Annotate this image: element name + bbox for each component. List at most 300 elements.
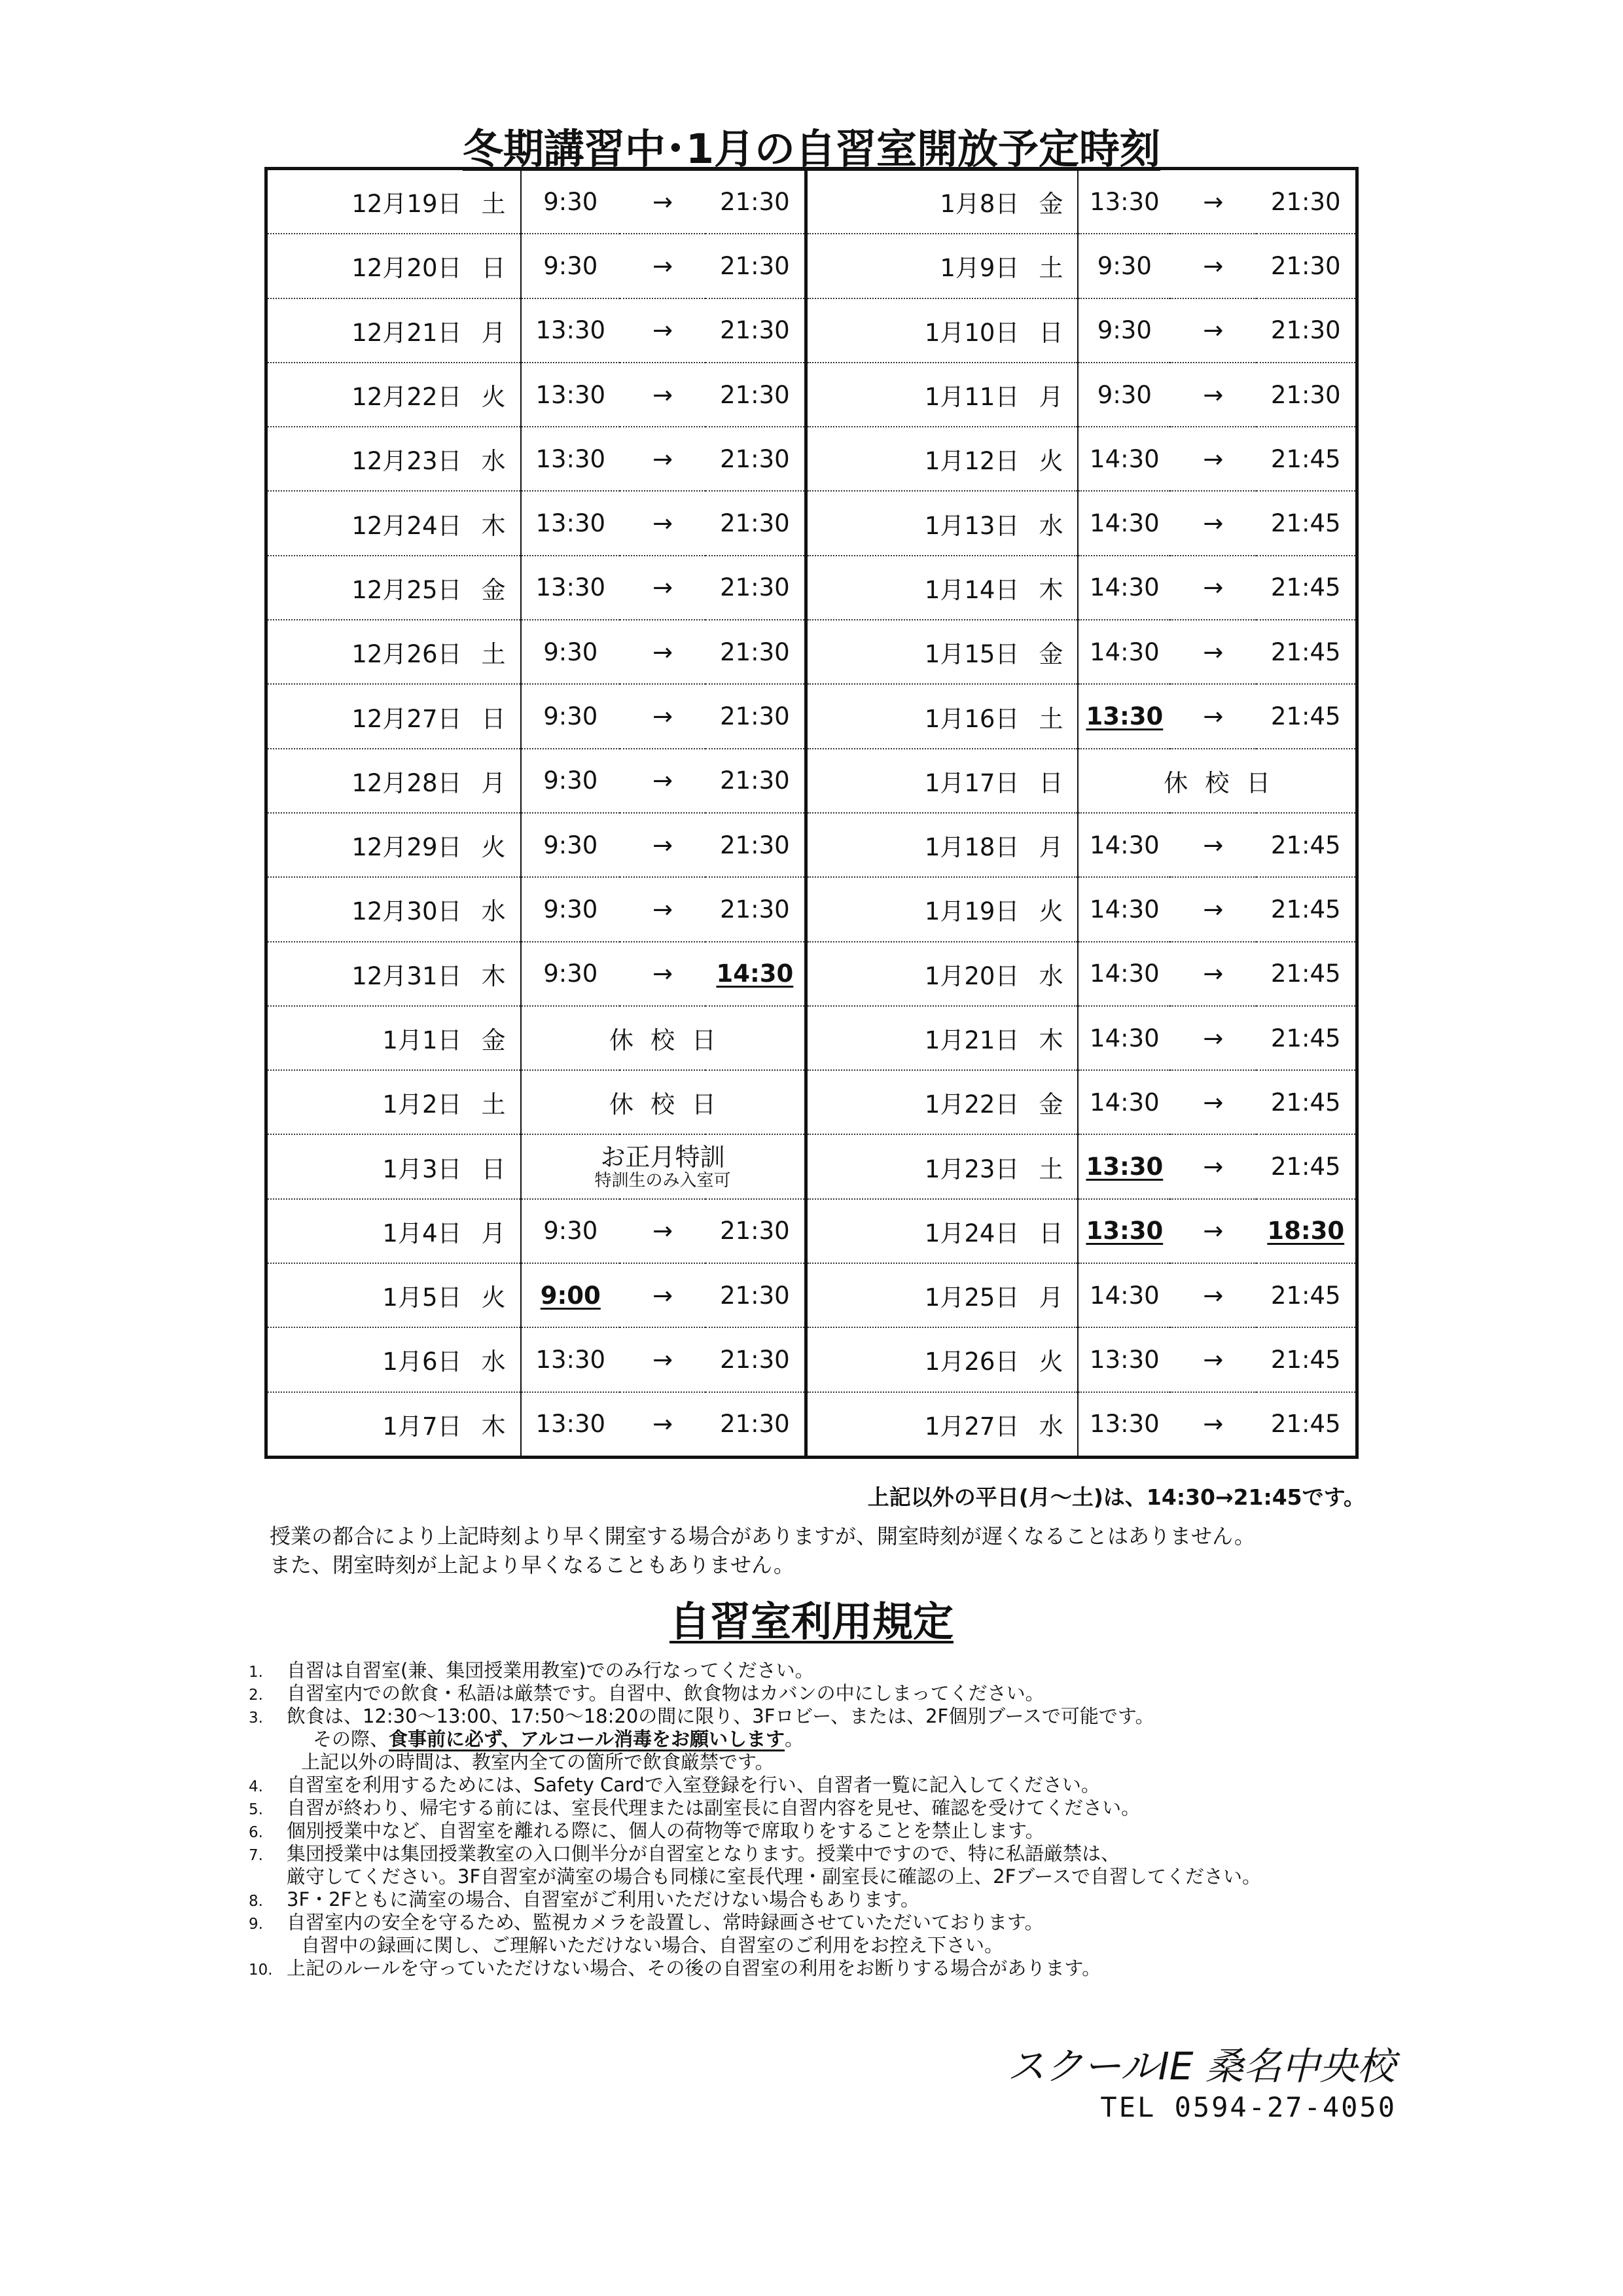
close-time: 21:45 xyxy=(1270,1281,1341,1310)
open-time: 14:30 xyxy=(1090,573,1160,602)
date-label: 12月19日 xyxy=(351,190,462,219)
open-time: 14:30 xyxy=(1090,637,1160,666)
date-label: 1月13日 xyxy=(924,511,1020,540)
arrow-icon: → xyxy=(652,444,673,473)
open-time-cell xyxy=(521,1327,620,1391)
rule-text: 飲食は、12:30～13:00、17:50～18:20の間に限り、3Fロビー、または、2F個別ブースで可能です。 xyxy=(287,1705,1154,1727)
date-label: 1月9日 xyxy=(940,254,1020,283)
rule-text: 自習室を利用するためには、Safety Cardで入室登録を行い、自習者一覧に記入してください。 xyxy=(287,1774,1100,1796)
close-time-cell xyxy=(1257,1006,1357,1070)
open-time-cell xyxy=(521,298,620,363)
open-time: 13:30 xyxy=(535,509,606,538)
close-time: 21:30 xyxy=(720,444,790,473)
rule-item xyxy=(249,1774,1427,1797)
weekday-label: 月 xyxy=(481,768,506,797)
open-time-cell xyxy=(1078,620,1170,684)
close-time-cell xyxy=(1257,169,1357,234)
arrow-cell xyxy=(1170,1006,1256,1070)
close-time-cell xyxy=(1257,491,1357,555)
arrow-icon: → xyxy=(652,1345,673,1374)
arrow-icon: → xyxy=(1203,702,1224,731)
arrow-cell xyxy=(1170,363,1256,427)
close-time-cell xyxy=(1257,427,1357,491)
date-cell xyxy=(266,749,521,813)
rule-text: 上記のルールを守っていただけない場合、その後の自習室の利用をお断りする場合があります。 xyxy=(287,1957,1101,1979)
date-label: 12月25日 xyxy=(351,575,462,604)
schedule-row xyxy=(266,556,1357,620)
weekday-label: 木 xyxy=(481,511,506,540)
date-label: 1月23日 xyxy=(924,1155,1020,1183)
arrow-cell xyxy=(620,427,705,491)
weekday-label: 金 xyxy=(481,1026,506,1054)
open-time-cell xyxy=(1078,169,1170,234)
arrow-cell xyxy=(620,813,705,877)
date-cell xyxy=(266,942,521,1006)
weekday-label: 土 xyxy=(1039,254,1063,283)
close-time: 21:30 xyxy=(1270,316,1341,345)
disinfect-warning: 食事前に必ず、アルコール消毒をお願いします xyxy=(389,1728,785,1750)
date-label: 1月2日 xyxy=(382,1090,462,1119)
closed-day-label: 休校日 xyxy=(609,1090,733,1119)
date-label: 1月12日 xyxy=(924,447,1020,476)
arrow-icon: → xyxy=(1203,1088,1224,1117)
date-cell xyxy=(806,1134,1078,1198)
open-time: 13:30 xyxy=(1090,187,1160,216)
arrow-cell xyxy=(620,620,705,684)
page-title: 冬期講習中･1月の自習室開放予定時刻 xyxy=(462,125,1161,173)
open-time: 9:30 xyxy=(543,251,598,280)
date-cell xyxy=(806,298,1078,363)
weekday-label: 日 xyxy=(1039,318,1063,347)
close-time-cell xyxy=(705,1263,806,1327)
open-time: 9:30 xyxy=(543,637,598,666)
date-cell xyxy=(266,1263,521,1327)
weekday-label: 木 xyxy=(1039,575,1063,604)
date-cell xyxy=(266,491,521,555)
arrow-icon: → xyxy=(1203,1345,1224,1374)
arrow-icon: → xyxy=(652,766,673,795)
close-time: 21:30 xyxy=(1270,251,1341,280)
close-time: 21:45 xyxy=(1270,1024,1341,1052)
open-time-cell xyxy=(1078,1199,1170,1263)
rule-number: 7. xyxy=(249,1847,263,1864)
rule-subline: 厳守してください。3F自習室が満室の場合も同様に室長代理・副室長に確認の上、2Fブースで自習してください。 xyxy=(287,1865,1261,1888)
weekday-label: 月 xyxy=(1039,833,1063,862)
open-time-cell xyxy=(1078,1392,1170,1458)
schedule-row xyxy=(266,1070,1357,1134)
arrow-icon: → xyxy=(1203,1410,1224,1439)
open-time: 13:30 xyxy=(535,573,606,602)
arrow-icon: → xyxy=(1203,1217,1224,1246)
date-label: 12月28日 xyxy=(351,768,462,797)
arrow-icon: → xyxy=(1203,895,1224,924)
date-label: 12月26日 xyxy=(351,640,462,669)
schedule-row xyxy=(266,684,1357,748)
arrow-icon: → xyxy=(652,316,673,345)
schedule-table xyxy=(264,167,1359,1459)
rule-subline: 自習中の録画に関し、ご理解いただけない場合、自習室のご利用をお控え下さい。 xyxy=(301,1934,1004,1956)
rule-item xyxy=(249,1797,1427,1820)
rule-text: その際、 xyxy=(313,1728,389,1750)
date-label: 1月8日 xyxy=(940,190,1020,219)
date-label: 1月22日 xyxy=(924,1090,1020,1119)
date-cell xyxy=(266,813,521,877)
close-time: 21:30 xyxy=(720,573,790,602)
arrow-icon: → xyxy=(652,509,673,538)
close-time: 21:30 xyxy=(720,509,790,538)
close-time-cell xyxy=(1257,556,1357,620)
open-time: 9:30 xyxy=(543,895,598,924)
rule-text: 。 xyxy=(784,1728,804,1750)
open-time-cell xyxy=(1078,684,1170,748)
open-time: 13:30 xyxy=(535,1410,606,1439)
close-time: 21:45 xyxy=(1270,702,1341,731)
weekday-label: 日 xyxy=(481,1155,506,1183)
date-label: 12月20日 xyxy=(351,254,462,283)
arrow-cell xyxy=(620,942,705,1006)
early-open-note: 授業の都合により上記時刻より早く開室する場合がありますが、開室時刻が遅くなることはありません。 xyxy=(270,1524,1255,1549)
open-time-cell xyxy=(521,620,620,684)
weekday-label: 火 xyxy=(481,833,506,862)
arrow-icon: → xyxy=(652,573,673,602)
rule-item xyxy=(249,1911,1427,1957)
arrow-cell xyxy=(1170,491,1256,555)
date-label: 1月17日 xyxy=(924,768,1020,797)
date-cell xyxy=(806,684,1078,748)
rule-item xyxy=(249,1888,1427,1911)
arrow-icon: → xyxy=(652,1281,673,1310)
rule-item xyxy=(249,1682,1427,1705)
close-time-cell xyxy=(1257,620,1357,684)
open-time: 9:30 xyxy=(1097,380,1152,409)
arrow-cell xyxy=(620,363,705,427)
open-time: 14:30 xyxy=(1090,1088,1160,1117)
arrow-cell xyxy=(1170,1199,1256,1263)
date-cell xyxy=(266,556,521,620)
arrow-icon: → xyxy=(1203,380,1224,409)
rule-item xyxy=(249,1842,1427,1888)
rule-item xyxy=(249,1705,1427,1774)
date-label: 1月5日 xyxy=(382,1283,462,1312)
arrow-cell xyxy=(1170,169,1256,234)
date-label: 1月1日 xyxy=(382,1026,462,1054)
schedule-row xyxy=(266,169,1357,234)
open-time: 14:30 xyxy=(1090,509,1160,538)
closed-day-label: 休校日 xyxy=(609,1026,733,1054)
arrow-cell xyxy=(620,491,705,555)
open-time: 14:30 xyxy=(1090,960,1160,988)
open-time: 13:30 xyxy=(535,444,606,473)
close-time-cell xyxy=(705,169,806,234)
schedule-row xyxy=(266,942,1357,1006)
close-time: 21:30 xyxy=(720,251,790,280)
date-cell xyxy=(266,877,521,941)
schedule-row xyxy=(266,1199,1357,1263)
open-time-cell xyxy=(521,942,620,1006)
schedule-row xyxy=(266,1006,1357,1070)
open-time-cell xyxy=(1078,427,1170,491)
arrow-icon: → xyxy=(1203,1153,1224,1181)
arrow-cell xyxy=(620,684,705,748)
date-cell xyxy=(266,684,521,748)
rule-number: 10. xyxy=(249,1962,273,1979)
open-time-cell xyxy=(521,1199,620,1263)
date-label: 1月10日 xyxy=(924,318,1020,347)
arrow-icon: → xyxy=(1203,316,1224,345)
close-time: 21:30 xyxy=(1270,380,1341,409)
open-time-cell xyxy=(521,749,620,813)
schedule-row xyxy=(266,749,1357,813)
date-cell xyxy=(266,234,521,298)
close-time-cell xyxy=(1257,1134,1357,1198)
arrow-cell xyxy=(620,1199,705,1263)
close-time: 21:30 xyxy=(720,702,790,731)
date-cell xyxy=(266,427,521,491)
open-time: 14:30 xyxy=(1090,1281,1160,1310)
close-time-cell xyxy=(1257,684,1357,748)
close-time-cell xyxy=(705,877,806,941)
date-label: 1月11日 xyxy=(924,383,1020,412)
special-event-title: お正月特訓 xyxy=(600,1142,725,1172)
weekday-label: 火 xyxy=(481,1283,506,1312)
close-time: 21:30 xyxy=(720,766,790,795)
open-time-cell xyxy=(1078,1263,1170,1327)
close-time-cell xyxy=(705,491,806,555)
close-time-cell xyxy=(1257,298,1357,363)
open-time-cell xyxy=(1078,298,1170,363)
date-label: 1月21日 xyxy=(924,1026,1020,1054)
arrow-icon: → xyxy=(1203,1024,1224,1052)
weekday-label: 土 xyxy=(1039,1155,1063,1183)
rule-item xyxy=(249,1820,1427,1842)
close-time: 21:30 xyxy=(720,380,790,409)
weekday-label: 月 xyxy=(1039,383,1063,412)
close-time: 21:30 xyxy=(720,1410,790,1439)
weekday-label: 水 xyxy=(1039,961,1063,990)
open-time-cell xyxy=(1078,1327,1170,1391)
arrow-icon: → xyxy=(652,895,673,924)
close-time: 21:45 xyxy=(1270,895,1341,924)
close-time-cell xyxy=(1257,1263,1357,1327)
schedule-row xyxy=(266,1134,1357,1198)
close-time-cell xyxy=(705,556,806,620)
open-time-cell xyxy=(1078,363,1170,427)
date-cell xyxy=(266,1070,521,1134)
rule-number: 2. xyxy=(249,1687,263,1704)
date-cell xyxy=(806,1263,1078,1327)
schedule-row xyxy=(266,813,1357,877)
date-label: 12月21日 xyxy=(351,318,462,347)
arrow-icon: → xyxy=(652,831,673,859)
weekday-label: 土 xyxy=(481,190,506,219)
weekday-label: 金 xyxy=(1039,1090,1063,1119)
close-time: 21:45 xyxy=(1270,637,1341,666)
close-time: 14:30 xyxy=(716,960,794,988)
close-time-cell xyxy=(705,1392,806,1458)
date-label: 1月16日 xyxy=(924,704,1020,733)
close-time: 21:30 xyxy=(1270,187,1341,216)
arrow-icon: → xyxy=(1203,187,1224,216)
close-time: 21:45 xyxy=(1270,831,1341,859)
weekday-label: 木 xyxy=(481,1412,506,1441)
date-label: 12月27日 xyxy=(351,704,462,733)
arrow-cell xyxy=(620,234,705,298)
schedule-row xyxy=(266,427,1357,491)
weekday-label: 水 xyxy=(1039,1412,1063,1441)
close-time: 21:45 xyxy=(1270,1345,1341,1374)
date-label: 12月24日 xyxy=(351,511,462,540)
open-time: 9:30 xyxy=(1097,251,1152,280)
close-time-cell xyxy=(1257,942,1357,1006)
close-time-cell xyxy=(705,1199,806,1263)
arrow-cell xyxy=(620,1327,705,1391)
arrow-icon: → xyxy=(1203,444,1224,473)
arrow-cell xyxy=(620,556,705,620)
date-cell xyxy=(806,813,1078,877)
close-time-cell xyxy=(1257,1392,1357,1458)
open-time: 9:30 xyxy=(543,960,598,988)
close-time-cell xyxy=(705,942,806,1006)
rule-text: 自習が終わり、帰宅する前には、室長代理または副室長に自習内容を見せ、確認を受けてください。 xyxy=(287,1797,1141,1819)
date-cell xyxy=(806,1392,1078,1458)
date-label: 1月20日 xyxy=(924,961,1020,990)
close-time-cell xyxy=(1257,877,1357,941)
open-time: 13:30 xyxy=(1086,1217,1164,1246)
arrow-icon: → xyxy=(652,960,673,988)
open-time-cell xyxy=(521,556,620,620)
rule-subline: 上記以外の時間は、教室内全ての箇所で飲食厳禁です。 xyxy=(301,1751,774,1773)
close-time-cell xyxy=(705,363,806,427)
open-time: 9:30 xyxy=(543,187,598,216)
arrow-cell xyxy=(620,749,705,813)
date-label: 12月22日 xyxy=(351,383,462,412)
open-time: 9:00 xyxy=(540,1281,601,1310)
weekday-label: 日 xyxy=(481,254,506,283)
close-time: 21:30 xyxy=(720,187,790,216)
arrow-icon: → xyxy=(1203,831,1224,859)
arrow-cell xyxy=(1170,1392,1256,1458)
weekday-label: 土 xyxy=(481,1090,506,1119)
arrow-cell xyxy=(1170,427,1256,491)
arrow-cell xyxy=(620,298,705,363)
rule-number: 8. xyxy=(249,1893,263,1910)
open-time-cell xyxy=(521,813,620,877)
close-time-cell xyxy=(1257,813,1357,877)
open-time: 9:30 xyxy=(543,766,598,795)
close-time-cell xyxy=(1257,234,1357,298)
date-label: 1月14日 xyxy=(924,575,1020,604)
early-close-note: また、閉室時刻が上記より早くなることもありません。 xyxy=(270,1552,794,1577)
weekday-label: 水 xyxy=(1039,511,1063,540)
rule-text: 個別授業中など、自習室を離れる際に、個人の荷物等で席取りをすることを禁止します。 xyxy=(287,1820,1044,1842)
school-name: スクールIE 桑名中央校 xyxy=(1007,2044,1395,2089)
open-time-cell xyxy=(521,169,620,234)
rules-title: 自習室利用規定 xyxy=(669,1598,954,1645)
open-time: 13:30 xyxy=(1086,1153,1164,1181)
date-cell xyxy=(806,1199,1078,1263)
weekday-label: 金 xyxy=(1039,640,1063,669)
date-cell xyxy=(266,1006,521,1070)
weekday-label: 水 xyxy=(481,1348,506,1376)
arrow-cell xyxy=(1170,298,1256,363)
close-time-cell xyxy=(1257,1327,1357,1391)
close-time: 18:30 xyxy=(1267,1217,1345,1246)
open-time: 9:30 xyxy=(543,831,598,859)
date-cell xyxy=(266,620,521,684)
open-time: 13:30 xyxy=(535,380,606,409)
arrow-cell xyxy=(1170,942,1256,1006)
rule-subline xyxy=(287,1728,1427,1751)
close-time: 21:30 xyxy=(720,1217,790,1246)
weekday-label: 金 xyxy=(1039,190,1063,219)
close-time-cell xyxy=(705,813,806,877)
date-cell xyxy=(806,1006,1078,1070)
weekday-label: 月 xyxy=(481,1219,506,1247)
open-time: 14:30 xyxy=(1090,895,1160,924)
open-time-cell xyxy=(1078,1006,1170,1070)
arrow-icon: → xyxy=(1203,1281,1224,1310)
date-label: 1月3日 xyxy=(382,1155,462,1183)
arrow-cell xyxy=(620,1392,705,1458)
date-cell xyxy=(266,363,521,427)
schedule-row xyxy=(266,363,1357,427)
open-time: 13:30 xyxy=(1090,1345,1160,1374)
arrow-icon: → xyxy=(1203,509,1224,538)
special-event-note: 特訓生のみ入室可 xyxy=(594,1170,731,1191)
open-time: 9:30 xyxy=(543,1217,598,1246)
date-label: 1月18日 xyxy=(924,833,1020,862)
closed-day-label: 休校日 xyxy=(1164,768,1288,797)
arrow-icon: → xyxy=(652,187,673,216)
schedule-row xyxy=(266,234,1357,298)
close-time-cell xyxy=(705,620,806,684)
closed-day-cell xyxy=(1078,749,1357,813)
rule-text: 自習室内での飲食・私語は厳禁です。自習中、飲食物はカバンの中にしまってください。 xyxy=(287,1682,1044,1704)
arrow-icon: → xyxy=(1203,637,1224,666)
rule-number: 5. xyxy=(249,1801,263,1818)
close-time-cell xyxy=(705,234,806,298)
closed-day-cell xyxy=(521,1070,806,1134)
open-time-cell xyxy=(521,684,620,748)
date-cell xyxy=(266,1134,521,1198)
close-time: 21:30 xyxy=(720,1281,790,1310)
date-cell xyxy=(266,1199,521,1263)
date-cell xyxy=(266,169,521,234)
close-time-cell xyxy=(1257,1199,1357,1263)
weekday-label: 日 xyxy=(481,704,506,733)
close-time-cell xyxy=(705,298,806,363)
schedule-row xyxy=(266,1392,1357,1458)
weekday-label: 土 xyxy=(481,640,506,669)
arrow-icon: → xyxy=(1203,573,1224,602)
close-time-cell xyxy=(1257,1070,1357,1134)
arrow-cell xyxy=(620,1263,705,1327)
close-time: 21:45 xyxy=(1270,444,1341,473)
open-time-cell xyxy=(521,491,620,555)
arrow-icon: → xyxy=(652,251,673,280)
weekday-label: 月 xyxy=(1039,1283,1063,1312)
date-cell xyxy=(266,298,521,363)
close-time: 21:45 xyxy=(1270,1410,1341,1439)
arrow-cell xyxy=(620,169,705,234)
arrow-icon: → xyxy=(652,702,673,731)
close-time: 21:30 xyxy=(720,831,790,859)
weekday-label: 水 xyxy=(481,447,506,476)
open-time-cell xyxy=(521,1263,620,1327)
close-time: 21:45 xyxy=(1270,573,1341,602)
close-time: 21:30 xyxy=(720,316,790,345)
arrow-cell xyxy=(1170,556,1256,620)
